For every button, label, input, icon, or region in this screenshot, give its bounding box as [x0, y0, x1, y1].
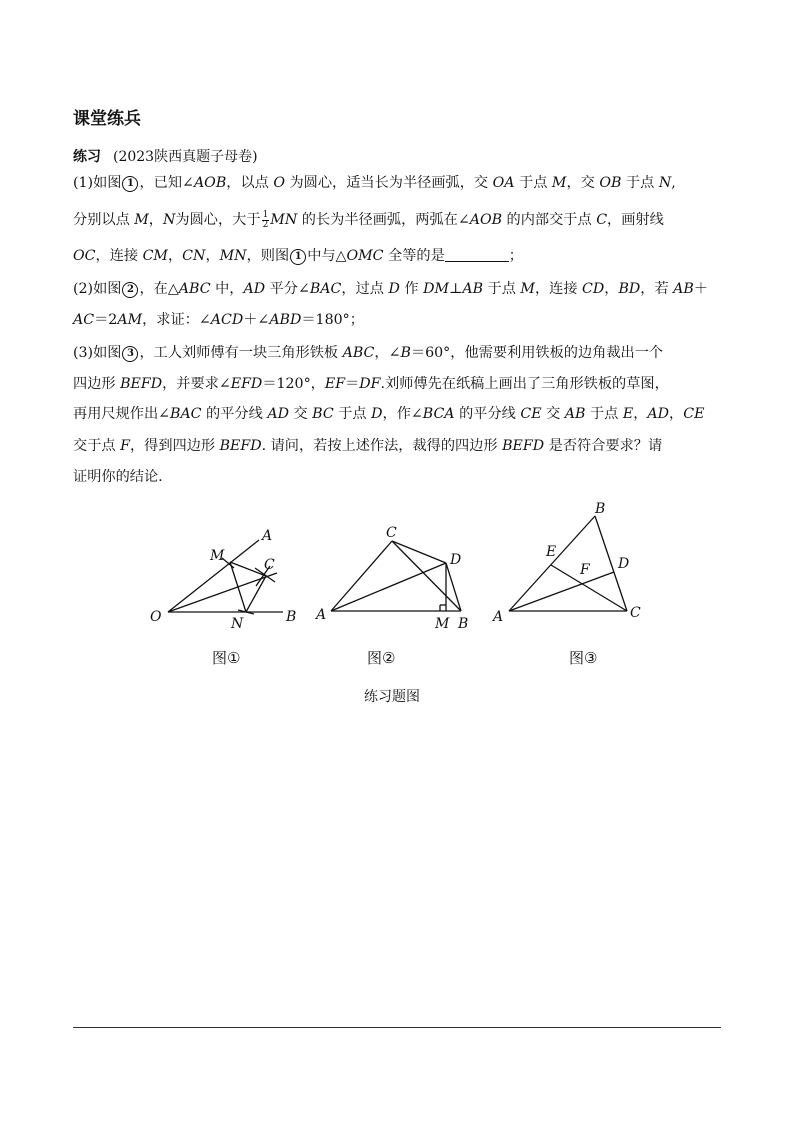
part2-line2: AC＝2AM，求证：∠ACD＋∠ABD＝180°； — [73, 312, 364, 328]
label-N: N — [231, 616, 244, 632]
label-B: B — [458, 616, 469, 632]
label-C: C — [630, 605, 641, 621]
part1-line3: OC，连接 CM，CN，MN，则图 1 中与△OMC 全等的是 ； — [73, 248, 523, 264]
part3-line5: 证明你的结论. — [73, 469, 163, 485]
section-title: 课堂练兵 — [73, 109, 141, 129]
part1-line2: 分别以点 M，N为圆心，大于 $\frac{1}{2}$ MN 的长为半径画弧，两弧在∠AOB 的内部交于点 C，画射线 — [73, 209, 664, 230]
label-B: B — [595, 501, 606, 517]
label-A: A — [262, 528, 273, 544]
label-B: B — [286, 609, 297, 625]
circled-one: 1 — [122, 176, 138, 192]
label-A: A — [316, 607, 327, 623]
part3-line3: 再用尺规作出∠BAC 的平分线 AD 交 BC 于点 D，作∠BCA 的平分线 CE 交 AB 于点 E，AD，CE — [73, 406, 705, 422]
figure-1-caption: 图① — [212, 649, 241, 667]
figures-caption: 练习题图 — [364, 689, 420, 705]
part3-line1: (3)如图 3 ，工人刘师傅有一块三角形铁板 ABC，∠B＝60°，他需要利用铁板的边角裁出一个 — [73, 345, 664, 361]
problem-source: (2023陕西真题子母卷) — [113, 149, 258, 165]
label-C: C — [264, 557, 275, 573]
figure-2-caption: 图② — [367, 649, 396, 667]
figure-3-caption: 图③ — [569, 649, 598, 667]
part3-line2: 四边形 BEFD，并要求∠EFD＝120°，EF＝DF.刘师傅先在纸稿上画出了三角形铁板的草图， — [73, 376, 669, 392]
label-F: F — [580, 562, 590, 578]
problem-label: 练习 — [73, 149, 101, 165]
fraction-one-half: $\frac{1}{2}$ — [262, 209, 269, 230]
circled-three: 3 — [122, 346, 138, 362]
label-A: A — [493, 609, 504, 625]
label-C: C — [386, 525, 397, 541]
footer-divider — [73, 1027, 721, 1028]
part3-line4: 交于点 F，得到四边形 BEFD. 请问，若按上述作法，裁得的四边形 BEFD 是否符合要求？请 — [73, 438, 663, 454]
part1-line1: (1)如图 1 ，已知∠AOB，以点 O 为圆心，适当长为半径画弧，交 OA 于点 M，交 OB 于点 N, — [73, 175, 676, 191]
label-M: M — [435, 616, 450, 632]
label-E: E — [546, 544, 557, 560]
part2-line1: (2)如图 2 ，在△ABC 中，AD 平分∠BAC，过点 D 作 DM⊥AB 于点 M，连接 CD，BD，若 AB＋ — [73, 281, 709, 297]
label-O: O — [150, 609, 162, 625]
label-D: D — [618, 556, 630, 572]
label-M: M — [210, 548, 225, 564]
circled-two: 2 — [122, 282, 138, 298]
label-D: D — [450, 552, 462, 568]
segment-ad — [509, 572, 614, 611]
circled-one: 1 — [290, 249, 306, 265]
